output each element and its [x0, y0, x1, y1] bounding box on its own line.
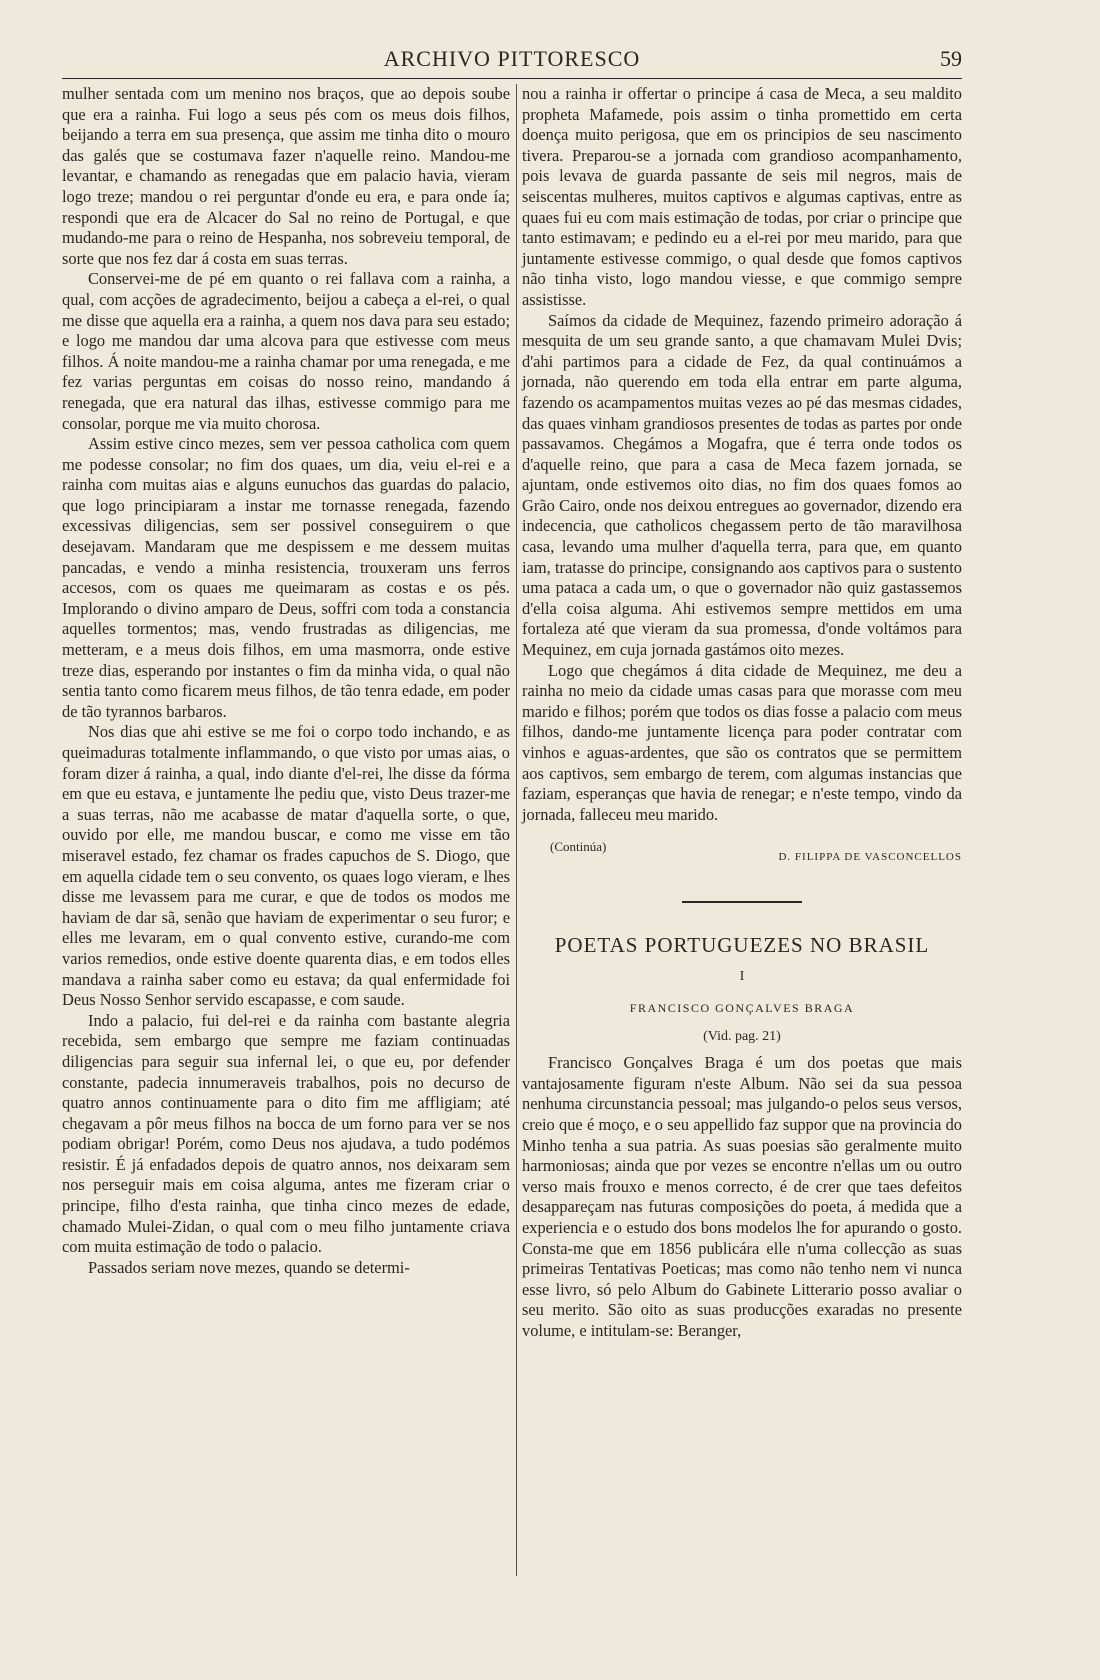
- section-title: POETAS PORTUGUEZES NO BRASIL: [554, 932, 930, 957]
- author-signature: D. FILIPPA DE VASCONCELLOS: [778, 851, 962, 864]
- continua-note: (Continúa): [550, 839, 607, 855]
- paragraph: Passados seriam nove mezes, quando se determi-: [88, 1257, 410, 1277]
- paragraph: Saímos da cidade de Mequinez, fazendo primeiro adoração á mesquita de um seu grande santo, a que chamavam Mulei Dvis; d'ahi partimos para a cidade de Fez, da qual continuámos a jornada, não querendo em toda ella entrar em parte alguma, fazendo os acampamentos muitas vezes ao pé das mesmas cidades, das quaes vinham grandiosos presentes de todas as partes por onde passavamos. Chegámos a Mogafra, que é terra onde todos os d'aquelle reino, que para a casa de Meca fazem jornada, se ajuntam, onde estivemos oito dias, no fim dos quaes fomos ao Grão Cairo, onde nos deixou entregues ao governador, dizendo era indecencia, que catholicos chegassem perto de tão maravilhosa casa, levando uma mulher d'aquella terra, para que, em quanto iam, tratasse do principe, consignando aos captivos para o sustento uma pataca a cada um, o que o governador não quiz gastassemos d'ella coisa alguma. Ahi estivemos sempre mettidos em uma fortaleza até que vieram da sua promessa, d'onde voltámos para Mequinez, em cuja jornada gastámos oito mezes.: [522, 310, 962, 660]
- running-header: [62, 44, 962, 79]
- paragraph: nou a rainha ir offertar o principe á casa de Meca, a seu maldito propheta Mafamede, pois assim o tinha promettido em certa doença muito perigosa, que em os principios de seu nascimento tivera. Preparou-se a jornada com grandioso acompanhamento, pois levava de guarda passante de seis mil negros, mais de seiscentas mulheres, muitos captivos e algumas captivas, entre as quaes fui eu com mais estimação de todas, por criar o principe que tanto estimavam; e pedindo eu a el-rei por meu marido, para que juntamente estivesse commigo, o qual desde que fomos captivos não tinha visto, logo mandou viesse, e que commigo sempre assistisse.: [522, 84, 962, 309]
- section-reference: (Vid. pag. 21): [703, 1028, 781, 1044]
- paragraph: Francisco Gonçalves Braga é um dos poetas que mais vantajosamente figuram n'este Album. Não sei da sua pessoa nenhuma circunstancia pessoal; mas julgando-o pelos seus versos, creio que é moço, e o seu appellido faz suppor que na provincia do Minho tenha a sua patria. As suas poesias são geralmente muito harmoniosas; ainda que por vezes se encontre n'ellas um ou outro verso mais frouxo e menos correcto, é de crer que taes defeitos desappareçam nas futuras composições do poeta, á medida que a experiencia e o estudo dos bons modelos lhe for apurando o gosto. Consta-me que em 1856 publicára elle n'uma collecção as suas primeiras Tentativas Poeticas; mas como não tenho nem vi nunca esse livro, só pelo Album do Gabinete Litterario posso avaliar o seu merito. São oito as suas producções exaradas no presente volume, e intitulam-se: Beranger,: [522, 1053, 962, 1340]
- section-rule: [682, 901, 802, 903]
- paragraph: mulher sentada com um menino nos braços, que ao depois soube que era a rainha. Fui logo a seus pés com os meus dois filhos, beijando a terra em sua presença, que assim me tinha dito o mouro das galés que se costumava fazer n'aquelle reino. Mandou-me levantar, e chamando as renegadas que em palacio havia, vieram logo treze; mandou o rei perguntar d'onde eu era, e para onde ía; respondi que era de Alcacer do Sal no reino de Portugal, e que mudando-me para o reino de Hespanha, nos sobreveiu temporal, de sorte que nos fez dar á costa em suas terras.: [62, 84, 510, 268]
- section-subject: FRANCISCO GONÇALVES BRAGA: [629, 1001, 855, 1016]
- paragraph: Logo que chegámos á dita cidade de Mequinez, me deu a rainha no meio da cidade umas casas para que morasse com meu marido e filhos; porém que todos os dias fosse a palacio com meus filhos, dando-me juntamente licença para poder contratar com vinhos e aguas-ardentes, que são os contratos que se permittem aos captivos, sem embargo de terem, com algumas instancias que faziam, esperanças que havia de renegar; e n'este tempo, vindo da jornada, falleceu meu marido.: [522, 660, 962, 824]
- column-divider: [516, 84, 517, 1576]
- journal-title: ARCHIVO PITTORESCO: [383, 46, 641, 71]
- paragraph: Indo a palacio, fui del-rei e da rainha com bastante alegria recebida, sem embargo que sempre me faziam continuadas diligencias para seguir sua infernal lei, o que eu, por defender constante, padecia innumeraveis trabalhos, pois no decurso de quatro annos continuamente para o dito fim me affligiam; até chegavam a pôr meus filhos na bocca de um forno para ver se nos podiam obrigar! Porém, como Deus nos ajudava, a tudo podémos resistir. É já enfadados depois de quatro annos, nos deixaram sem nos perseguir mais em coisa alguma, antes me fizeram criar o principe, filho d'esta rainha, que tinha cinco mezes de edade, chamado Mulei-Zidan, o qual com o meu filho juntamente criava com muita estimação de todo o palacio.: [62, 1010, 510, 1257]
- page-number: 59: [940, 46, 962, 71]
- left-column: [62, 84, 510, 1278]
- right-column: [522, 84, 962, 1342]
- article-footer: [522, 835, 962, 864]
- paragraph: Conservei-me de pé em quanto o rei fallava com a rainha, a qual, com acções de agradecimento, beijou a cabeça a el-rei, o qual me disse que aquella era a rainha, a quem nos dava para seu estado; e logo me mandou dar uma alcova para que estivesse com meus filhos. Á noite mandou-me a rainha chamar por uma renegada, e me fez varias perguntas em coisas do nosso reino, mandando á renegada, que era natural das ilhas, estivesse commigo para me consolar, porque me via muito chorosa.: [62, 269, 510, 433]
- paragraph: Assim estive cinco mezes, sem ver pessoa catholica com quem me podesse consolar; no fim dos quaes, um dia, veiu el-rei e a rainha com muitas aias e alguns eunuchos das guardas do palacio, que logo principiaram a instar me tornasse renegada, fazendo excessivas diligencias, sem ser possivel conseguirem o que desejavam. Mandaram que me despissem e me dessem muitas pancadas, e vendo a minha resistencia, trouxeram uns ferros accesos, com os quaes me queimaram as costas e os pés. Implorando o divino amparo de Deus, soffri com toda a constancia aquelles tormentos; mas, vendo frustradas as diligencias, me metteram, e a meus dois filhos, em uma masmorra, onde estive treze dias, esperando por instantes o fim da minha vida, o qual não sentia tanto como ficarem meus filhos, de tão tenra edade, em poder de tão tyrannos barbaros.: [62, 434, 510, 721]
- section-number: I: [739, 969, 745, 985]
- paragraph: Nos dias que ahi estive se me foi o corpo todo inchando, e as queimaduras totalmente inflammando, o que visto por umas aias, o foram dizer á rainha, a qual, indo diante d'el-rei, lhe disse da fórma em que eu estava, e juntamente lhe pediu que, visto Deus trazer-me a suas terras, não me acabasse de matar d'aquella sorte, o que, ouvido por elle, me mandou buscar, e como me visse em tão miseravel estado, fez chamar os frades capuchos de S. Diogo, que em aquella cidade tem o seu convento, os quaes logo vieram, e lhes disse me levassem para me curar, e que de todos os modos me haviam de dar sã, senão que haviam de experimentar o seu furor; e elles me levaram, em o qual convento estive, curando-me com varios remedios, onde estive doente quarenta dias, e em todos elles mandava a rainha saber como eu estava; da qual enfermidade foi Deus Nosso Senhor servido escapasse, e com saude.: [62, 722, 510, 1010]
